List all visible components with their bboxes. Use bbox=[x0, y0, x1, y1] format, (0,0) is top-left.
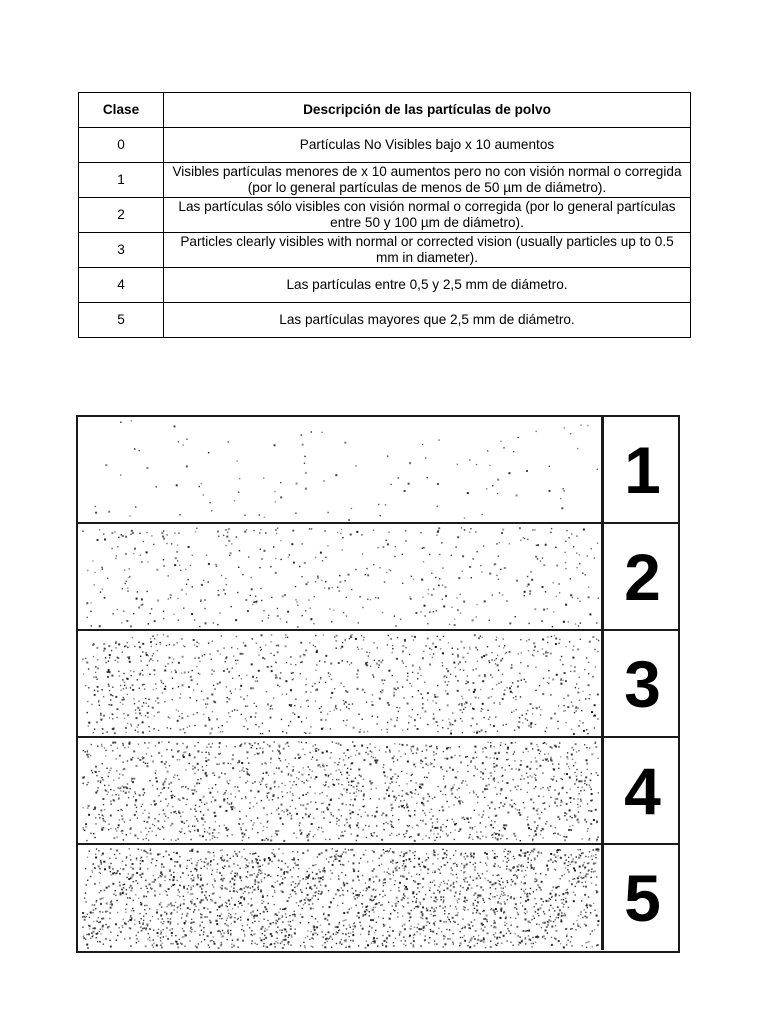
description-cell: Las partículas entre 0,5 y 2,5 mm de diámetro. bbox=[164, 268, 691, 303]
class-cell: 3 bbox=[79, 233, 164, 268]
particle-sample-5 bbox=[78, 845, 604, 950]
header-description: Descripción de las partículas de polvo bbox=[164, 93, 691, 128]
particle-dots bbox=[82, 741, 599, 842]
description-cell: Particles clearly visibles with normal or corrected vision (usually particles up to 0.5 mm in diameter). bbox=[164, 233, 691, 268]
table-header-row bbox=[79, 93, 691, 128]
description-cell: Las partículas sólo visibles con visión normal o corregida (por lo general partículas entre 50 y 100 µm de diámetro). bbox=[164, 198, 691, 233]
table-row bbox=[79, 303, 691, 338]
particle-sample-1 bbox=[78, 417, 604, 522]
description-cell: Las partículas mayores que 2,5 mm de diámetro. bbox=[164, 303, 691, 338]
reference-label-1: 1 bbox=[624, 432, 661, 507]
reference-row-4 bbox=[78, 738, 678, 843]
class-cell: 2 bbox=[79, 198, 164, 233]
particle-dots bbox=[95, 420, 598, 521]
particle-sample-2 bbox=[78, 524, 604, 629]
table-row bbox=[79, 268, 691, 303]
description-cell: Visibles partículas menores de x 10 aumentos pero no con visión normal o corregida (por lo general partículas de menos de 50 µm de diámetro). bbox=[164, 163, 691, 198]
particle-dots bbox=[82, 634, 599, 735]
table-row bbox=[79, 163, 691, 198]
reference-row-1 bbox=[78, 417, 678, 522]
particle-sample-3 bbox=[78, 631, 604, 736]
reference-label-4: 4 bbox=[624, 753, 661, 828]
reference-label-3: 3 bbox=[624, 646, 661, 721]
table-row bbox=[79, 198, 691, 233]
header-class: Clase bbox=[79, 93, 164, 128]
reference-label-2: 2 bbox=[624, 539, 661, 614]
class-cell: 1 bbox=[79, 163, 164, 198]
table-row bbox=[79, 128, 691, 163]
reference-row-3 bbox=[78, 631, 678, 736]
particle-dots bbox=[82, 848, 599, 949]
description-cell: Partículas No Visibles bajo x 10 aumentos bbox=[164, 128, 691, 163]
particle-dots bbox=[82, 527, 599, 628]
reference-row-5 bbox=[78, 845, 678, 950]
reference-row-2 bbox=[78, 524, 678, 629]
dust-class-table bbox=[78, 92, 691, 338]
dust-reference-chart bbox=[76, 415, 680, 953]
particle-sample-4 bbox=[78, 738, 604, 843]
class-cell: 0 bbox=[79, 128, 164, 163]
class-cell: 4 bbox=[79, 268, 164, 303]
class-cell: 5 bbox=[79, 303, 164, 338]
reference-label-5: 5 bbox=[624, 860, 661, 935]
table-row bbox=[79, 233, 691, 268]
